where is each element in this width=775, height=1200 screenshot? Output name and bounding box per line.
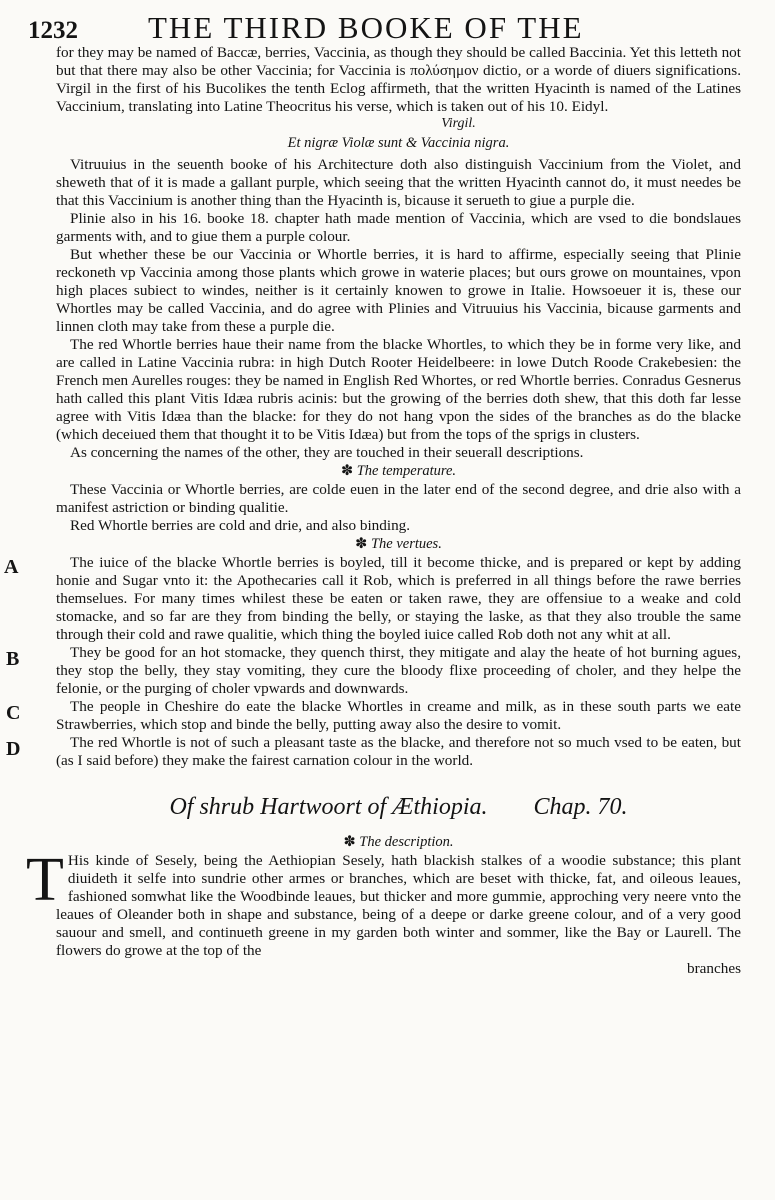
vertues-heading: [56, 535, 741, 554]
verse-quote: Et nigræ Violæ sunt & Vaccinia nigra.: [287, 135, 510, 151]
ornament-icon: ✽: [343, 834, 356, 850]
vertue-item: [4, 554, 741, 644]
paragraph: These Vaccinia or Whortle berries, are colde euen in the later end of the second degree, and drie also with a manifest astriction or binding qualitie.: [56, 481, 741, 516]
paragraph: But whether these be our Vaccinia or Whortle berries, it is hard to affirme, especially seeing that Plinie reckoneth vp Vaccinia among those plants which growe in waterie places; but ours growe on mountaines, vpon high places subiect to windes, neither is it certainly knowen to growe in Italie. Howsoeuer it is, these our Whortles may be called Vaccinia, and do agree with Plinies and Vitruuius his Vaccinia, bicause garments and linnen cloth may take from these a purple die.: [56, 246, 741, 335]
page-number: 1232: [28, 17, 78, 44]
paragraph: The red Whortle berries haue their name from the blacke Whortles, to which they be in forme very like, and are called in Latine Vaccinia rubra: in high Dutch Rooter Heidelbeere: in lowe Dutch Roode Crakebesien: the French men Aurelles rouges: they be named in English Red Whortes, or red Whortle berries. Conradus Gesnerus hath called this plant Vitis Idæa rubris acinis: but the growing of the berries doth shew, that this doth far lesse agree with Vitis Idæa than the blacke: for they do not hang vpon the sides of the branches as do the blacke (which deceiued them that thought it to be Vitis Idæa) but from the tops of the sprigs in clusters.: [56, 336, 741, 443]
running-title: THE THIRD BOOKE OF THE: [148, 10, 584, 45]
paragraph: for they may be named of Baccæ, berries, Vaccinia, as though they should be called Baccinia. Yet this letteth not but that there may also be other Vaccinia; for Vaccinia is πολύσημον dictio, or a worde of diuers significations. Virgil in the first of his Bucolikes the tenth Eclog affirmeth, that the written Hyacinth is named of the Latines Vaccinium, translating into Latine Theocritus his verse, which is taken out of his 10. Eidyl.: [56, 44, 741, 115]
paragraph: They be good for an hot stomacke, they quench thirst, they mitigate and alay the heate of hot burning agues, they stop the belly, they stay vomiting, they cure the bloody flixe proceeding of choler, and they helpe the felonie, or the purging of choler vpwards and downwards.: [56, 644, 741, 697]
paragraph: Red Whortle berries are cold and drie, and also binding.: [70, 517, 411, 534]
catchword: branches: [687, 960, 741, 977]
vertue-item: [6, 644, 741, 698]
drop-capital: T: [26, 846, 64, 914]
chapter-number: Chap. 70.: [533, 794, 628, 820]
margin-letter: A: [4, 556, 19, 578]
chapter-heading: [56, 794, 741, 821]
description-heading: [56, 833, 741, 852]
temperature-heading: [56, 462, 741, 481]
paragraph: The red Whortle is not of such a pleasant taste as the blacke, and therefore not so much vsed to be eaten, but (as I said before) they make the fairest carnation colour in the world.: [56, 734, 741, 769]
vertue-item: [6, 734, 741, 770]
description-body: [26, 846, 741, 960]
section-heading: The description.: [359, 834, 454, 850]
margin-letter: B: [6, 648, 20, 670]
paragraph: As concerning the names of the other, they are touched in their seuerall descriptions.: [70, 444, 584, 461]
vertue-item: [6, 698, 741, 734]
chapter-title: Of shrub Hartwoort of Æthiopia.: [169, 794, 488, 820]
section-heading: The temperature.: [356, 463, 457, 479]
verse-label: Virgil.: [441, 116, 476, 131]
margin-letter: D: [6, 738, 21, 760]
ornament-icon: ✽: [340, 463, 354, 479]
paragraph: His kinde of Sesely, being the Aethiopian Sesely, hath blackish stalkes of a woodie substance; this plant diuideth it selfe into sundrie other armes or branches, which are beset with thicke, fat, and oileous leaues, fashioned somwhat like the Woodbinde leaues, but thicker and more gummie, approching very neere vnto the leaues of Oleander both in shape and substance, being of a deepe or darke greene colour, and of a very good sauour and smell, and continueth greene in my garden both winter and sommer, like the Bay or Laurell. The flowers do growe at the top of the: [56, 852, 741, 959]
section-heading: The vertues.: [370, 536, 442, 552]
margin-letter: C: [6, 702, 21, 724]
running-head: [28, 10, 741, 45]
ornament-icon: ✽: [355, 536, 368, 552]
paragraph: Plinie also in his 16. booke 18. chapter hath made mention of Vaccinia, which are vsed to die bondslaues garments with, and to giue them a purple colour.: [56, 210, 741, 245]
paragraph: The people in Cheshire do eate the blacke Whortles in creame and milk, as in these south parts we eate Strawberries, which stop and binde the belly, putting away also the desire to vomit.: [56, 698, 741, 733]
paragraph: Vitruuius in the seuenth booke of his Architecture doth also distinguish Vaccinium from the Violet, and sheweth that of it is made a gallant purple, which seeing that the written Hyacinth cannot do, it must needes be that this Vaccinium is another thing than the Hyacinth is, bicause it serueth to giue a purple die.: [56, 156, 741, 209]
paragraph: The iuice of the blacke Whortle berries is boyled, till it become thicke, and is prepared or kept by adding honie and Sugar vnto it: the Apothecaries call it Rob, which is preferred in all things before the rawe berries themselues. For many times whilest these be eaten or taken rawe, they are offensiue to a weake and cold stomacke, and so far are they from binding the belly, or staying the laske, as that they also trouble the same through their cold and rawe qualitie, which thing the boyled iuice called Rob doth not any whit at all.: [56, 554, 741, 643]
